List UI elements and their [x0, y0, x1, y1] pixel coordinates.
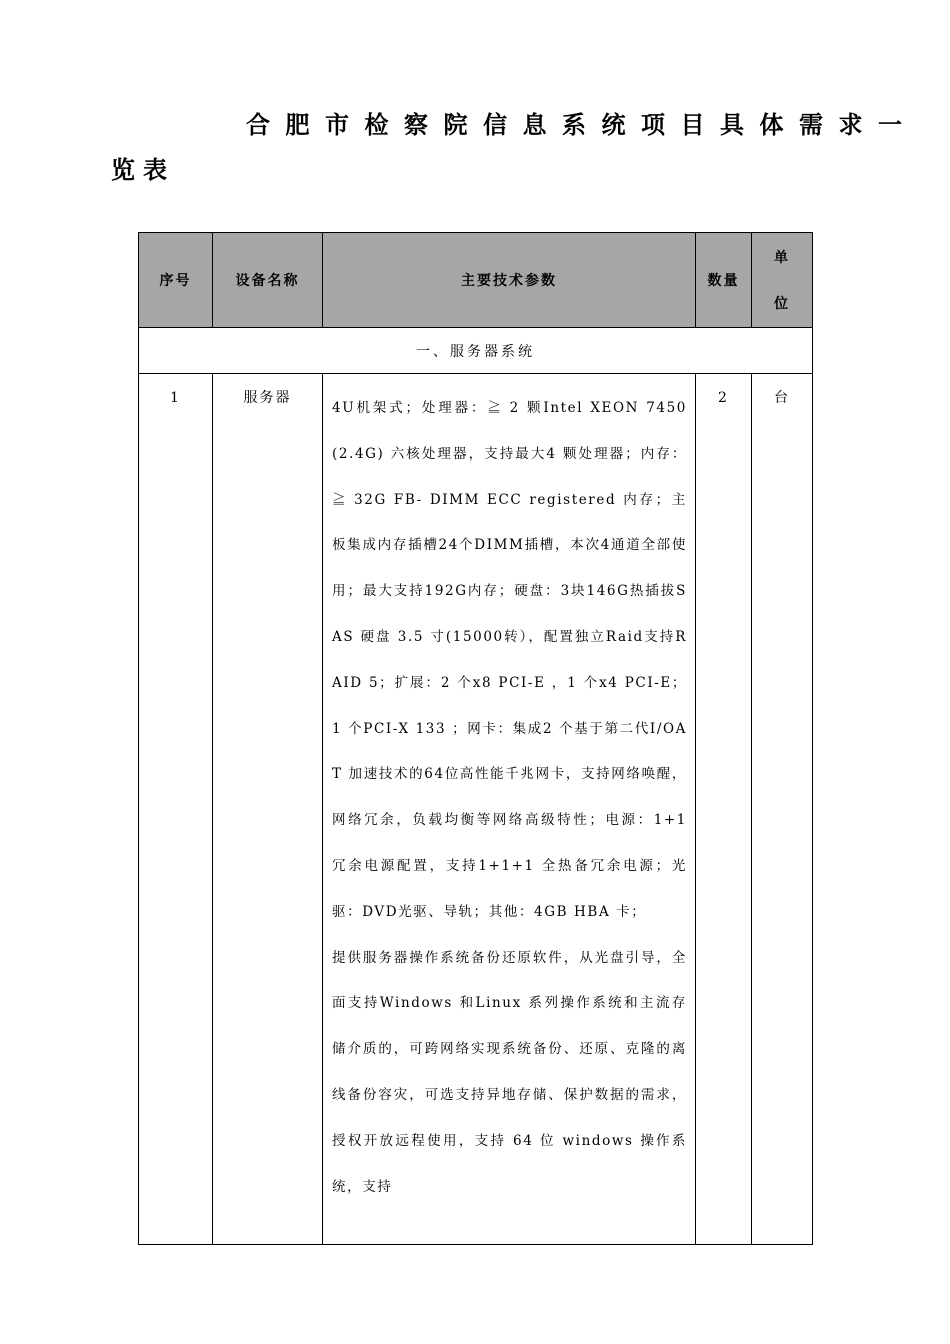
requirements-table — [138, 232, 813, 1245]
header-unit-line1: 单 — [774, 250, 790, 266]
row-device-name-cell — [213, 374, 323, 1245]
row-params-paragraph-2: 提供服务器操作系统备份还原软件，从光盘引导，全面支持Windows 和Linux 系列操作系统和主流存储介质的，可跨网络实现系统备份、还原、克隆的离线备份容灾，可选支持异地存储、保护数据的需求，授权开放远程使用，支持 64 位 windows 操作系统，支持 — [332, 949, 687, 1195]
row-params-cell — [323, 374, 696, 1245]
row-quantity: 2 — [718, 390, 729, 406]
row-quantity-cell — [696, 374, 752, 1245]
row-unit-cell — [752, 374, 813, 1245]
header-unit — [752, 233, 813, 328]
document-title-line1: 合肥市检察院信息系统项目具体需求一 — [246, 110, 918, 139]
section-row — [139, 328, 813, 374]
section-title: 一、服务器系统 — [139, 328, 813, 374]
header-device-name: 设备名称 — [213, 233, 323, 328]
row-params-paragraph-1: 4U机架式；处理器：≧ 2 颗Intel XEON 7450(2.4G) 六核处理器，支持最大4 颗处理器；内存：≧ 32G FB- DIMM ECC registered 内存；主板集成内存插槽24个DIMM插槽，本次4通道全部使用；最大支持192G内存；硬盘：3块146G热插拔SAS 硬盘 3.5 寸(15000转），配置独立Raid支持RAID 5；扩展：2 个x8 PCI-E ，1 个x4 PCI-E；1 个PCI-X 133 ；网卡：集成2 个基于第二代I/OAT 加速技术的64位高性能千兆网卡，支持网络唤醒，网络冗余，负载均衡等网络高级特性；电源：1+1 冗余电源配置，支持1+1+1 全热备冗余电源；光驱：DVD光驱、导轨；其他：4GB HBA 卡； — [332, 400, 687, 920]
header-quantity: 数量 — [696, 233, 752, 328]
header-index: 序号 — [139, 233, 213, 328]
table-row — [139, 374, 813, 1245]
header-main-params: 主要技术参数 — [323, 233, 696, 328]
row-index: 1 — [170, 390, 181, 406]
row-unit: 台 — [774, 390, 790, 406]
row-index-cell — [139, 374, 213, 1245]
document-title-line2: 览表 — [111, 155, 175, 184]
row-device-name: 服务器 — [243, 390, 292, 406]
header-unit-line2: 位 — [774, 296, 790, 312]
table-header-row — [139, 233, 813, 328]
